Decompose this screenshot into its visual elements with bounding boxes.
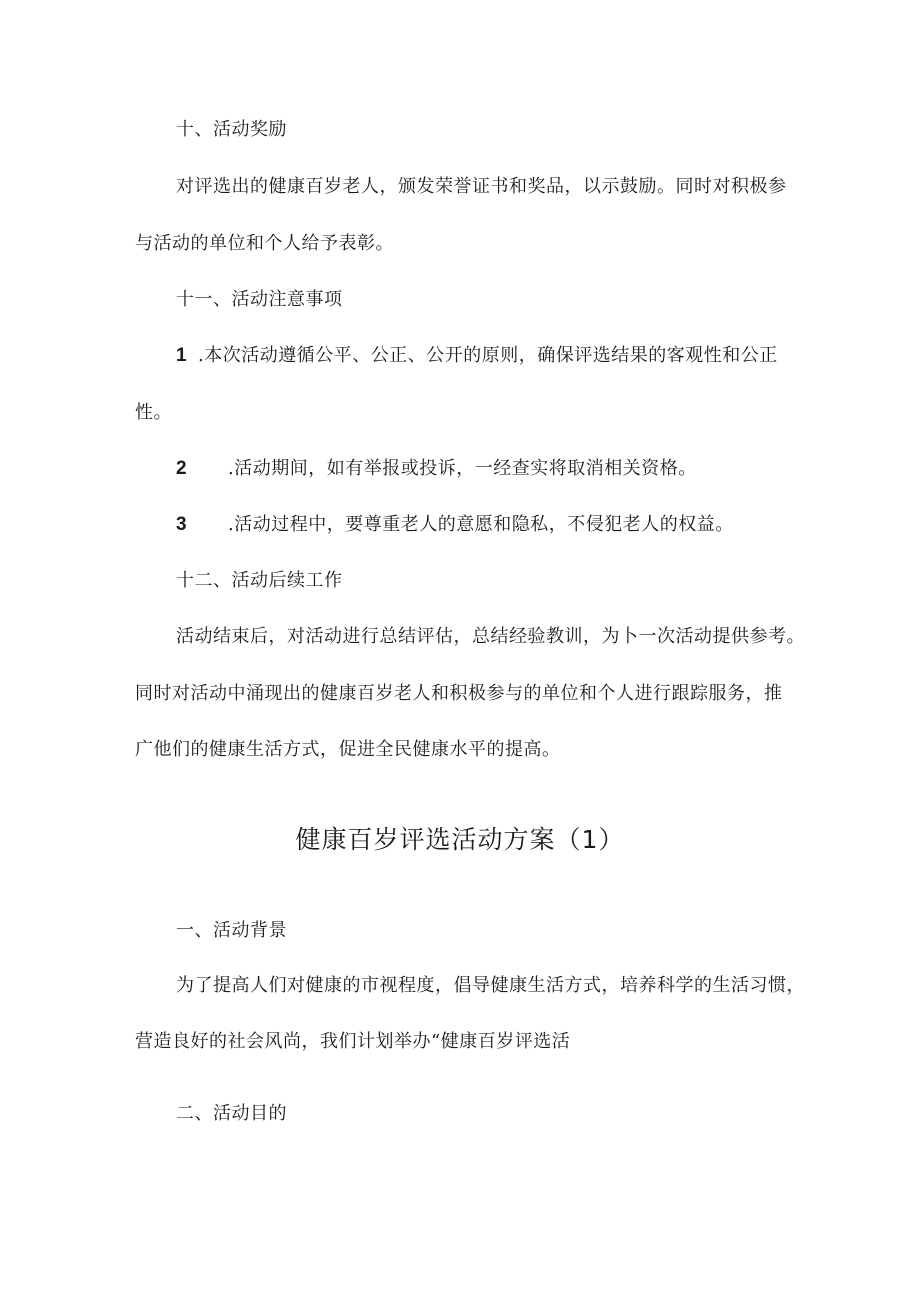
section-11-item-1-line-2: 性。: [135, 402, 172, 423]
document-title: 健康百岁评选活动方案（1）: [295, 825, 625, 854]
section-10-paragraph-line-2: 与活动的单位和个人给予表彰。: [135, 233, 394, 254]
item-3-text: .活动过程中，要尊重老人的意愿和隐私，不侵犯老人的权益。: [228, 514, 734, 535]
part2-section-2-heading: 二、活动目的: [176, 1103, 287, 1124]
item-2-text: .活动期间，如有举报或投诉，一经查实将取消相关资格。: [228, 458, 697, 479]
section-10-paragraph-line-1: 对评选出的健康百岁老人，颁发荣誉证书和奖品，以示鼓励。同时对积极参: [176, 176, 787, 197]
section-11-heading: 十一、活动注意事项: [176, 289, 343, 310]
section-11-item-2: [176, 457, 697, 481]
item-1-number: 1: [176, 345, 188, 366]
section-11-item-3: [176, 513, 734, 537]
section-10-heading: 十、活动奖励: [176, 119, 287, 140]
section-12-paragraph-line-3: 广他们的健康生活方式，促进全民健康水平的提高。: [135, 739, 561, 760]
item-2-number: 2: [176, 458, 188, 479]
part2-section-1-paragraph-line-1: 为了提高人们对健康的市视程度，倡导健康生活方式，培养科学的生活习惯，: [176, 975, 805, 996]
section-12-paragraph-line-1: 活动结束后，对活动进行总结评估，总结经验教训，为卜一次活动提供参考。: [176, 626, 805, 647]
section-12-paragraph-line-2: 同时对活动中涌现出的健康百岁老人和积极参与的单位和个人进行跟踪服务，推: [135, 683, 783, 704]
part2-section-1-heading: 一、活动背景: [176, 920, 287, 941]
section-12-heading: 十二、活动后续工作: [176, 570, 343, 591]
section-11-item-1: [176, 344, 778, 368]
item-1-text: .本次活动遵循公平、公正、公开的原则，确保评选结果的客观性和公正: [198, 345, 778, 366]
part2-section-1-paragraph-line-2: 营造良好的社会风尚，我们计划举办“健康百岁评选活: [135, 1031, 571, 1052]
item-3-number: 3: [176, 514, 188, 535]
